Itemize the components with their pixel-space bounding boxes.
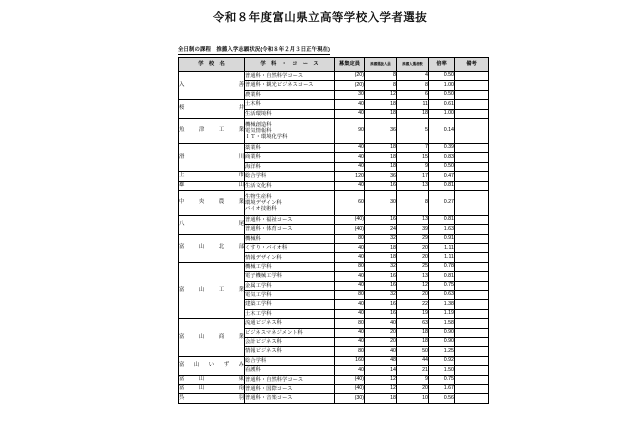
- cell-applicants: 9: [397, 162, 429, 171]
- cell-capacity: (40): [335, 375, 365, 384]
- cell-school-name: 富 山 商 業: [179, 319, 245, 357]
- cell-recommend-slots: 18: [365, 253, 397, 262]
- cell-recommend-slots: 8: [365, 81, 397, 90]
- cell-note: [455, 100, 489, 109]
- cell-applicants: 20: [397, 253, 429, 262]
- cell-capacity: (40): [335, 225, 365, 234]
- cell-applicants: 50: [397, 347, 429, 356]
- cell-ratio: 0.14: [429, 118, 455, 143]
- cell-course-name: 普通科・自然科学コース: [245, 375, 335, 384]
- cell-course-name: くすり・バイオ科: [245, 244, 335, 253]
- cell-capacity: (20): [335, 72, 365, 81]
- cell-note: [455, 225, 489, 234]
- cell-applicants: 18: [397, 109, 429, 118]
- cell-note: [455, 347, 489, 356]
- cell-school-name: 雄 山: [179, 181, 245, 190]
- cell-school-name: 呉 羽: [179, 394, 245, 403]
- cell-course-name: 機械科: [245, 234, 335, 243]
- cell-ratio: 0.81: [429, 215, 455, 224]
- cell-capacity: 80: [335, 234, 365, 243]
- cell-recommend-slots: 32: [365, 262, 397, 271]
- table-row: [179, 384, 489, 393]
- cell-school-name: 入 善: [179, 72, 245, 100]
- table-row: [179, 394, 489, 403]
- cell-school-name: 富 山 南: [179, 384, 245, 393]
- cell-recommend-slots: 8: [365, 72, 397, 81]
- cell-note: [455, 366, 489, 375]
- cell-note: [455, 172, 489, 181]
- cell-applicants: 11: [397, 100, 429, 109]
- cell-recommend-slots: 16: [365, 281, 397, 290]
- cell-ratio: 0.61: [429, 100, 455, 109]
- cell-applicants: 20: [397, 291, 429, 300]
- cell-recommend-slots: 16: [365, 181, 397, 190]
- cell-note: [455, 181, 489, 190]
- cell-note: [455, 262, 489, 271]
- cell-note: [455, 300, 489, 309]
- cell-course-name: 総合学科: [245, 172, 335, 181]
- cell-ratio: 0.81: [429, 272, 455, 281]
- cell-applicants: 20: [397, 384, 429, 393]
- table-row: [179, 172, 489, 181]
- cell-recommend-slots: 16: [365, 300, 397, 309]
- cell-applicants: 19: [397, 309, 429, 318]
- table-row: [179, 181, 489, 190]
- cell-capacity: 40: [335, 272, 365, 281]
- cell-recommend-slots: 36: [365, 172, 397, 181]
- cell-recommend-slots: 32: [365, 234, 397, 243]
- cell-note: [455, 319, 489, 328]
- cell-applicants: 8: [397, 190, 429, 215]
- cell-recommend-slots: 16: [365, 272, 397, 281]
- cell-applicants: 9: [397, 375, 429, 384]
- cell-applicants: 21: [397, 366, 429, 375]
- cell-note: [455, 394, 489, 403]
- cell-recommend-slots: 32: [365, 291, 397, 300]
- table-row: [179, 143, 489, 152]
- cell-note: [455, 234, 489, 243]
- cell-recommend-slots: 12: [365, 384, 397, 393]
- cell-applicants: 13: [397, 215, 429, 224]
- cell-capacity: 40: [335, 109, 365, 118]
- cell-recommend-slots: 20: [365, 328, 397, 337]
- cell-note: [455, 281, 489, 290]
- cell-capacity: (20): [335, 81, 365, 90]
- cell-course-name: 商業科: [245, 153, 335, 162]
- cell-capacity: 80: [335, 319, 365, 328]
- cell-note: [455, 118, 489, 143]
- cell-recommend-slots: 40: [365, 319, 397, 328]
- cell-note: [455, 356, 489, 365]
- cell-school-name: 上 市: [179, 172, 245, 181]
- table-row: [179, 375, 489, 384]
- cell-note: [455, 384, 489, 393]
- cell-capacity: 40: [335, 328, 365, 337]
- cell-course-name: 海洋科: [245, 162, 335, 171]
- header-school: 学 校 名: [179, 58, 245, 72]
- header-capacity: 募集定員: [335, 58, 365, 72]
- cell-capacity: 80: [335, 291, 365, 300]
- table-subtitle: 全日制の課程 推薦入学志願状況(令和８年２月３日正午現在): [178, 47, 331, 53]
- cell-recommend-slots: 24: [365, 225, 397, 234]
- cell-capacity: 40: [335, 337, 365, 346]
- header-course: 学 科 ・ コ ー ス: [245, 58, 335, 72]
- cell-note: [455, 81, 489, 90]
- cell-ratio: 0.91: [429, 234, 455, 243]
- cell-capacity: 90: [335, 118, 365, 143]
- cell-course-name: 建築工学科: [245, 300, 335, 309]
- cell-capacity: 40: [335, 244, 365, 253]
- cell-ratio: 0.39: [429, 143, 455, 152]
- cell-ratio: 1.19: [429, 309, 455, 318]
- cell-course-name: 機械創造科 電気情報科 ＩＴ・環境化学科: [245, 118, 335, 143]
- cell-applicants: 7: [397, 143, 429, 152]
- cell-recommend-slots: 20: [365, 337, 397, 346]
- cell-ratio: 0.47: [429, 172, 455, 181]
- cell-recommend-slots: 16: [365, 309, 397, 318]
- cell-school-name: 中 央 農 業: [179, 190, 245, 215]
- cell-capacity: 60: [335, 190, 365, 215]
- cell-applicants: 63: [397, 319, 429, 328]
- cell-recommend-slots: 12: [365, 375, 397, 384]
- cell-applicants: 15: [397, 153, 429, 162]
- cell-capacity: 30: [335, 90, 365, 99]
- cell-note: [455, 253, 489, 262]
- cell-ratio: 0.92: [429, 356, 455, 365]
- cell-note: [455, 190, 489, 215]
- cell-ratio: 1.00: [429, 109, 455, 118]
- cell-applicants: 17: [397, 172, 429, 181]
- cell-recommend-slots: 16: [365, 215, 397, 224]
- cell-ratio: 1.25: [429, 347, 455, 356]
- cell-course-name: ビジネスマネジメント科: [245, 328, 335, 337]
- cell-course-name: 情報デザイン科: [245, 253, 335, 262]
- cell-note: [455, 375, 489, 384]
- cell-course-name: 金属工学科: [245, 281, 335, 290]
- cell-applicants: 5: [397, 118, 429, 143]
- cell-ratio: 0.27: [429, 190, 455, 215]
- cell-course-name: 土木科: [245, 100, 335, 109]
- cell-course-name: 薬業科: [245, 143, 335, 152]
- cell-ratio: 1.11: [429, 253, 455, 262]
- cell-note: [455, 244, 489, 253]
- cell-capacity: 40: [335, 153, 365, 162]
- cell-course-name: 総合学科: [245, 356, 335, 365]
- cell-applicants: 10: [397, 394, 429, 403]
- table-row: [179, 72, 489, 81]
- cell-school-name: 富 山 東: [179, 375, 245, 384]
- subtitle-container: [178, 38, 468, 56]
- cell-recommend-slots: 18: [365, 153, 397, 162]
- header-ratio: 倍率: [429, 58, 455, 72]
- table-row: [179, 234, 489, 243]
- table-row: [179, 319, 489, 328]
- cell-capacity: (40): [335, 215, 365, 224]
- cell-note: [455, 309, 489, 318]
- cell-note: [455, 272, 489, 281]
- cell-recommend-slots: 40: [365, 347, 397, 356]
- cell-ratio: 0.63: [429, 291, 455, 300]
- cell-capacity: 40: [335, 300, 365, 309]
- cell-capacity: 160: [335, 356, 365, 365]
- cell-school-name: 富 山 北 部: [179, 234, 245, 262]
- cell-capacity: 80: [335, 262, 365, 271]
- cell-note: [455, 143, 489, 152]
- cell-recommend-slots: 30: [365, 190, 397, 215]
- cell-course-name: 生活文化科: [245, 181, 335, 190]
- cell-school-name: 富 山 い ず み: [179, 356, 245, 375]
- cell-applicants: 18: [397, 328, 429, 337]
- cell-school-name: 富 山 工 業: [179, 262, 245, 318]
- cell-capacity: 40: [335, 309, 365, 318]
- table-row: [179, 356, 489, 365]
- cell-note: [455, 109, 489, 118]
- cell-course-name: 生物生産科 環境デザイン科 バイオ技術科: [245, 190, 335, 215]
- cell-applicants: 39: [397, 225, 429, 234]
- cell-applicants: 8: [397, 81, 429, 90]
- cell-school-name: 八 尾: [179, 215, 245, 234]
- admission-table: [178, 57, 489, 404]
- table-header: [179, 58, 489, 72]
- cell-school-name: 滑 川: [179, 143, 245, 171]
- cell-school-name: 桜 井: [179, 100, 245, 119]
- cell-course-name: 電気工学科: [245, 291, 335, 300]
- cell-note: [455, 337, 489, 346]
- cell-course-name: 看護科: [245, 366, 335, 375]
- cell-applicants: 44: [397, 356, 429, 365]
- cell-course-name: 会計ビジネス科: [245, 337, 335, 346]
- cell-ratio: 1.63: [429, 225, 455, 234]
- table-body: [179, 72, 489, 404]
- cell-recommend-slots: 18: [365, 109, 397, 118]
- header-applicants: 推薦入選者数: [397, 58, 429, 72]
- header-row: [179, 58, 489, 72]
- cell-capacity: 40: [335, 281, 365, 290]
- cell-capacity: 40: [335, 181, 365, 190]
- cell-recommend-slots: 18: [365, 162, 397, 171]
- cell-recommend-slots: 18: [365, 394, 397, 403]
- table-row: [179, 215, 489, 224]
- cell-recommend-slots: 18: [365, 244, 397, 253]
- cell-ratio: 1.11: [429, 244, 455, 253]
- cell-ratio: 1.00: [429, 81, 455, 90]
- cell-course-name: 農業科: [245, 90, 335, 99]
- cell-course-name: 電子機械工学科: [245, 272, 335, 281]
- cell-note: [455, 90, 489, 99]
- cell-recommend-slots: 48: [365, 356, 397, 365]
- cell-recommend-slots: 14: [365, 366, 397, 375]
- cell-capacity: 120: [335, 172, 365, 181]
- cell-ratio: 1.58: [429, 319, 455, 328]
- cell-course-name: 普通科・福祉コース: [245, 215, 335, 224]
- cell-capacity: 40: [335, 100, 365, 109]
- cell-course-name: 土木工学科: [245, 309, 335, 318]
- cell-applicants: 20: [397, 244, 429, 253]
- cell-course-name: 普通科・国際コース: [245, 384, 335, 393]
- header-note: 備考: [455, 58, 489, 72]
- cell-ratio: 1.67: [429, 384, 455, 393]
- cell-ratio: 0.50: [429, 90, 455, 99]
- cell-capacity: 80: [335, 347, 365, 356]
- cell-course-name: 機械工学科: [245, 262, 335, 271]
- table-row: [179, 262, 489, 271]
- cell-applicants: 13: [397, 181, 429, 190]
- cell-capacity: 40: [335, 253, 365, 262]
- cell-ratio: 0.83: [429, 153, 455, 162]
- cell-applicants: 6: [397, 90, 429, 99]
- page-title: 令和８年度富山県立高等学校入学者選抜: [212, 12, 428, 24]
- cell-course-name: 普通科・体育コース: [245, 225, 335, 234]
- cell-ratio: 1.38: [429, 300, 455, 309]
- cell-course-name: 普通科・自然科学コース: [245, 72, 335, 81]
- cell-applicants: 12: [397, 281, 429, 290]
- cell-capacity: (40): [335, 384, 365, 393]
- cell-note: [455, 162, 489, 171]
- cell-ratio: 0.81: [429, 181, 455, 190]
- cell-ratio: 0.56: [429, 394, 455, 403]
- cell-recommend-slots: 18: [365, 143, 397, 152]
- cell-course-name: 生活環境科: [245, 109, 335, 118]
- table-row: [179, 100, 489, 109]
- cell-ratio: 1.50: [429, 366, 455, 375]
- cell-capacity: 40: [335, 143, 365, 152]
- cell-note: [455, 72, 489, 81]
- cell-ratio: 0.75: [429, 281, 455, 290]
- cell-note: [455, 328, 489, 337]
- cell-applicants: 22: [397, 300, 429, 309]
- cell-recommend-slots: 18: [365, 100, 397, 109]
- table-row: [179, 118, 489, 143]
- cell-capacity: 40: [335, 366, 365, 375]
- cell-ratio: 0.75: [429, 375, 455, 384]
- cell-course-name: 情報ビジネス科: [245, 347, 335, 356]
- cell-applicants: 4: [397, 72, 429, 81]
- cell-school-name: 魚 津 工 業: [179, 118, 245, 143]
- header-recommend-slots: 推薦選抜人員: [365, 58, 397, 72]
- cell-course-name: 普通科・観光ビジネスコース: [245, 81, 335, 90]
- cell-applicants: 29: [397, 234, 429, 243]
- cell-course-name: 流通ビジネス科: [245, 319, 335, 328]
- cell-applicants: 25: [397, 262, 429, 271]
- cell-ratio: 0.50: [429, 162, 455, 171]
- table-row: [179, 190, 489, 215]
- cell-note: [455, 291, 489, 300]
- cell-ratio: 0.78: [429, 262, 455, 271]
- cell-ratio: 0.50: [429, 72, 455, 81]
- cell-applicants: 13: [397, 272, 429, 281]
- cell-capacity: (30): [335, 394, 365, 403]
- cell-capacity: 40: [335, 162, 365, 171]
- cell-ratio: 0.90: [429, 337, 455, 346]
- cell-recommend-slots: 12: [365, 90, 397, 99]
- cell-note: [455, 215, 489, 224]
- cell-note: [455, 153, 489, 162]
- cell-course-name: 普通科・音楽コース: [245, 394, 335, 403]
- cell-recommend-slots: 36: [365, 118, 397, 143]
- cell-applicants: 18: [397, 337, 429, 346]
- cell-ratio: 0.90: [429, 328, 455, 337]
